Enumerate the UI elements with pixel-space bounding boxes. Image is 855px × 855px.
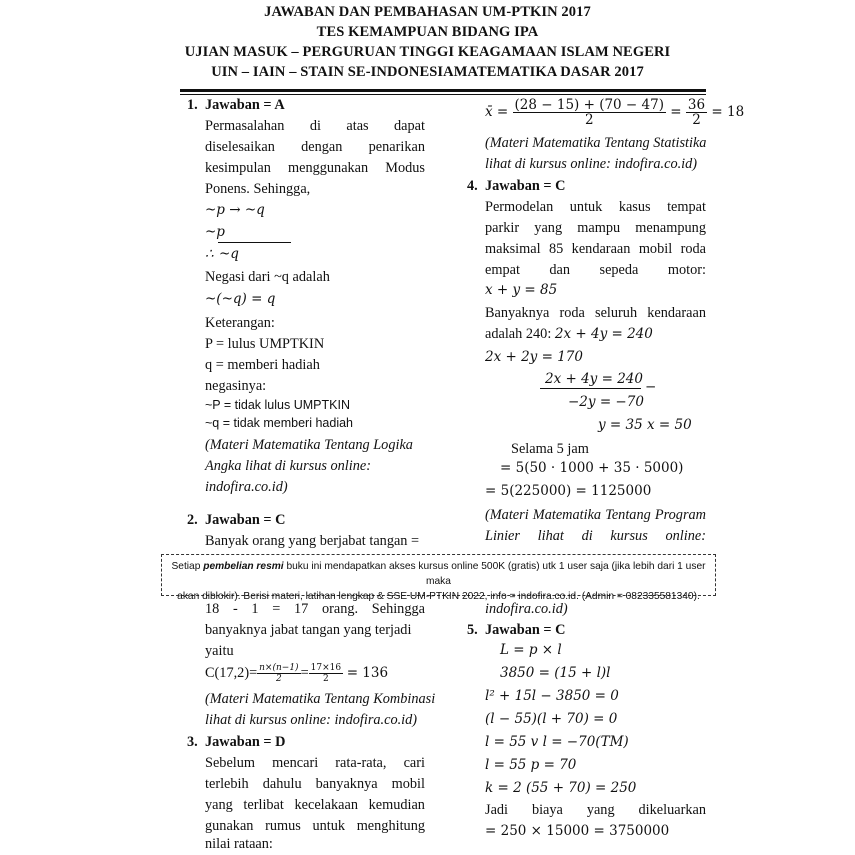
q1-paragraph-line-4: Ponens. Sehingga,	[205, 181, 311, 197]
q2-line-4: yaitu	[205, 643, 234, 659]
q3-number: 3.	[187, 734, 198, 750]
q4-reference-line-3: indofira.co.id)	[485, 601, 568, 617]
q1-q-definition: q = memberi hadiah	[205, 357, 320, 373]
q4-equation-6: y = 35 x = 50	[598, 417, 692, 433]
q1-reference-line-2: Angka lihat di kursus online:	[205, 458, 371, 474]
header-line-2: TES KEMAMPUAN BIDANG IPA	[316, 24, 539, 40]
q3-line-1: Sebelum mencari rata-rata, cari	[205, 755, 425, 771]
q5-title: Jawaban = C	[485, 622, 566, 638]
q2-reference-line-2: lihat di kursus online: indofira.co.id)	[205, 712, 418, 728]
q5-equation-1: L = p × l	[500, 642, 562, 658]
q4-title: Jawaban = C	[485, 178, 566, 194]
q4-line-4: empat dan sepeda motor:	[485, 262, 706, 278]
q5-equation-6: l = 55 p = 70	[485, 757, 577, 773]
q4-equation-3: 2x + 2y = 170	[485, 349, 583, 365]
q5-equation-5: l = 55 v l = −70(TM)	[485, 734, 629, 750]
q1-not-q: ~q = tidak memberi hadiah	[205, 416, 354, 430]
notice-line-2: akan diblokir). Berisi materi, latihan lengkap & SSE UM-PTKIN 2022, info = indofira.co.id. (Admin = 082335581340).	[177, 591, 700, 602]
q1-negation-math: ~(~q) = q	[205, 291, 276, 307]
mean-formula: x̄ = $\frac{(28 - 15) + (70 - 47)}{2}$ = $\frac{36}{2}$ = 18	[485, 97, 745, 128]
q1-reference-line-3: indofira.co.id)	[205, 479, 288, 495]
q4-line-5: Banyaknya roda seluruh kendaraan	[485, 305, 706, 321]
q4-reference-line-1: (Materi Matematika Tentang Program	[485, 507, 706, 523]
q4-sum-2: = 5(225000) = 1125000	[485, 483, 652, 499]
q3-line-4: gunakan rumus untuk menghitung	[205, 818, 425, 834]
header-line-3: UJIAN MASUK – PERGURUAN TINGGI KEAGAMAAN ISLAM NEGERI	[184, 44, 671, 60]
q3-line-3: yang terlibat kecelakaan kemudian	[205, 797, 425, 813]
q1-paragraph-line-2: diselesaikan dengan penarikan	[205, 139, 425, 155]
q5-equation-3: l² + 15l − 3850 = 0	[485, 688, 619, 704]
q2-reference-line-1: (Materi Matematika Tentang Kombinasi	[205, 691, 436, 707]
q1-title: Jawaban = A	[205, 97, 285, 113]
q4-reference-line-2: Linier lihat di kursus online:	[485, 528, 706, 544]
header-line-4: UIN – IAIN – STAIN SE-INDONESIAMATEMATIKA DASAR 2017	[211, 64, 644, 80]
q5-equation-4: (l − 55)(l + 70) = 0	[485, 711, 618, 727]
q4-subtraction-rule	[540, 388, 641, 389]
purchase-notice-box	[161, 554, 716, 602]
q4-line-2: parkir yang mampu menampung	[485, 220, 706, 236]
q1-paragraph-line-3: kesimpulan menggunakan Modus	[205, 160, 425, 176]
q1-conclusion: ~q	[219, 246, 239, 262]
q3-line-5: nilai rataan:	[205, 836, 273, 852]
q4-line-1: Permodelan untuk kasus tempat	[485, 199, 706, 215]
q5-equation-7: k = 2 (55 + 70) = 250	[485, 780, 637, 796]
q3-line-2: terlebih dahulu banyaknya mobil	[205, 776, 425, 792]
q1-paragraph-line-1: Permasalahan di atas dapat	[205, 118, 425, 134]
q4-equation-4: 2x + 4y = 240	[545, 371, 643, 387]
q1-negation-label: Negasi dari ~q adalah	[205, 269, 330, 285]
q5-line-1: Jadi biaya yang dikeluarkan	[485, 802, 706, 818]
q4-line-6: adalah 240: 2x + 4y = 240	[485, 326, 653, 342]
q5-equation-2: 3850 = (15 + l)l	[500, 665, 611, 681]
q1-premise-2: ~p	[205, 224, 225, 240]
stat-reference-line-2: lihat di kursus online: indofira.co.id)	[485, 156, 698, 172]
q1-not-p: ~P = tidak lulus UMPTKIN	[205, 398, 350, 412]
q1-number: 1.	[187, 97, 198, 113]
q4-sum-1: = 5(50 · 1000 + 35 · 5000)	[500, 460, 684, 476]
q1-reference-line-1: (Materi Matematika Tentang Logika	[205, 437, 413, 453]
q4-minus-sign: −	[645, 379, 657, 395]
q3-title: Jawaban = D	[205, 734, 286, 750]
header-line-1: JAWABAN DAN PEMBAHASAN UM-PTKIN 2017	[264, 4, 591, 20]
notice-line-1: Setiap pembelian resmi buku ini mendapatkan akses kursus online 500K (gratis) utk 1 user saja (jika lebih dari 1 user maka	[171, 561, 706, 587]
q4-number: 4.	[467, 178, 478, 194]
q1-negasinya: negasinya:	[205, 378, 267, 394]
q2-line-2: 18 - 1 = 17 orang. Sehingga	[205, 601, 425, 617]
q5-equation-8: = 250 × 15000 = 3750000	[485, 823, 670, 839]
stat-reference-line-1: (Materi Matematika Tentang Statistika	[485, 135, 707, 151]
q2-number: 2.	[187, 512, 198, 528]
q4-selama: Selama 5 jam	[511, 441, 589, 457]
q2-line-1: Banyak orang yang berjabat tangan =	[205, 533, 420, 549]
q1-therefore-symbol: ∴	[205, 246, 214, 262]
q1-keterangan: Keterangan:	[205, 315, 275, 331]
header-rule-thick	[180, 89, 706, 92]
q4-equation-5: −2y = −70	[568, 394, 644, 410]
q2-combination-formula: C(17,2)= $\frac{n\times(n-1)}{2}$ = $\frac{17\times 16}{2}$ = 136	[205, 663, 389, 685]
q2-line-3: banyaknya jabat tangan yang terjadi	[205, 622, 412, 638]
q4-line-3: maksimal 85 kendaraan mobil roda	[485, 241, 706, 257]
q2-title: Jawaban = C	[205, 512, 286, 528]
q4-equation-1: x + y = 85	[485, 282, 558, 298]
q1-premise-1: ~p → ~q	[205, 202, 265, 218]
q5-number: 5.	[467, 622, 478, 638]
q1-p-definition: P = lulus UMPTKIN	[205, 336, 325, 352]
q1-conclusion-rule	[218, 242, 291, 243]
